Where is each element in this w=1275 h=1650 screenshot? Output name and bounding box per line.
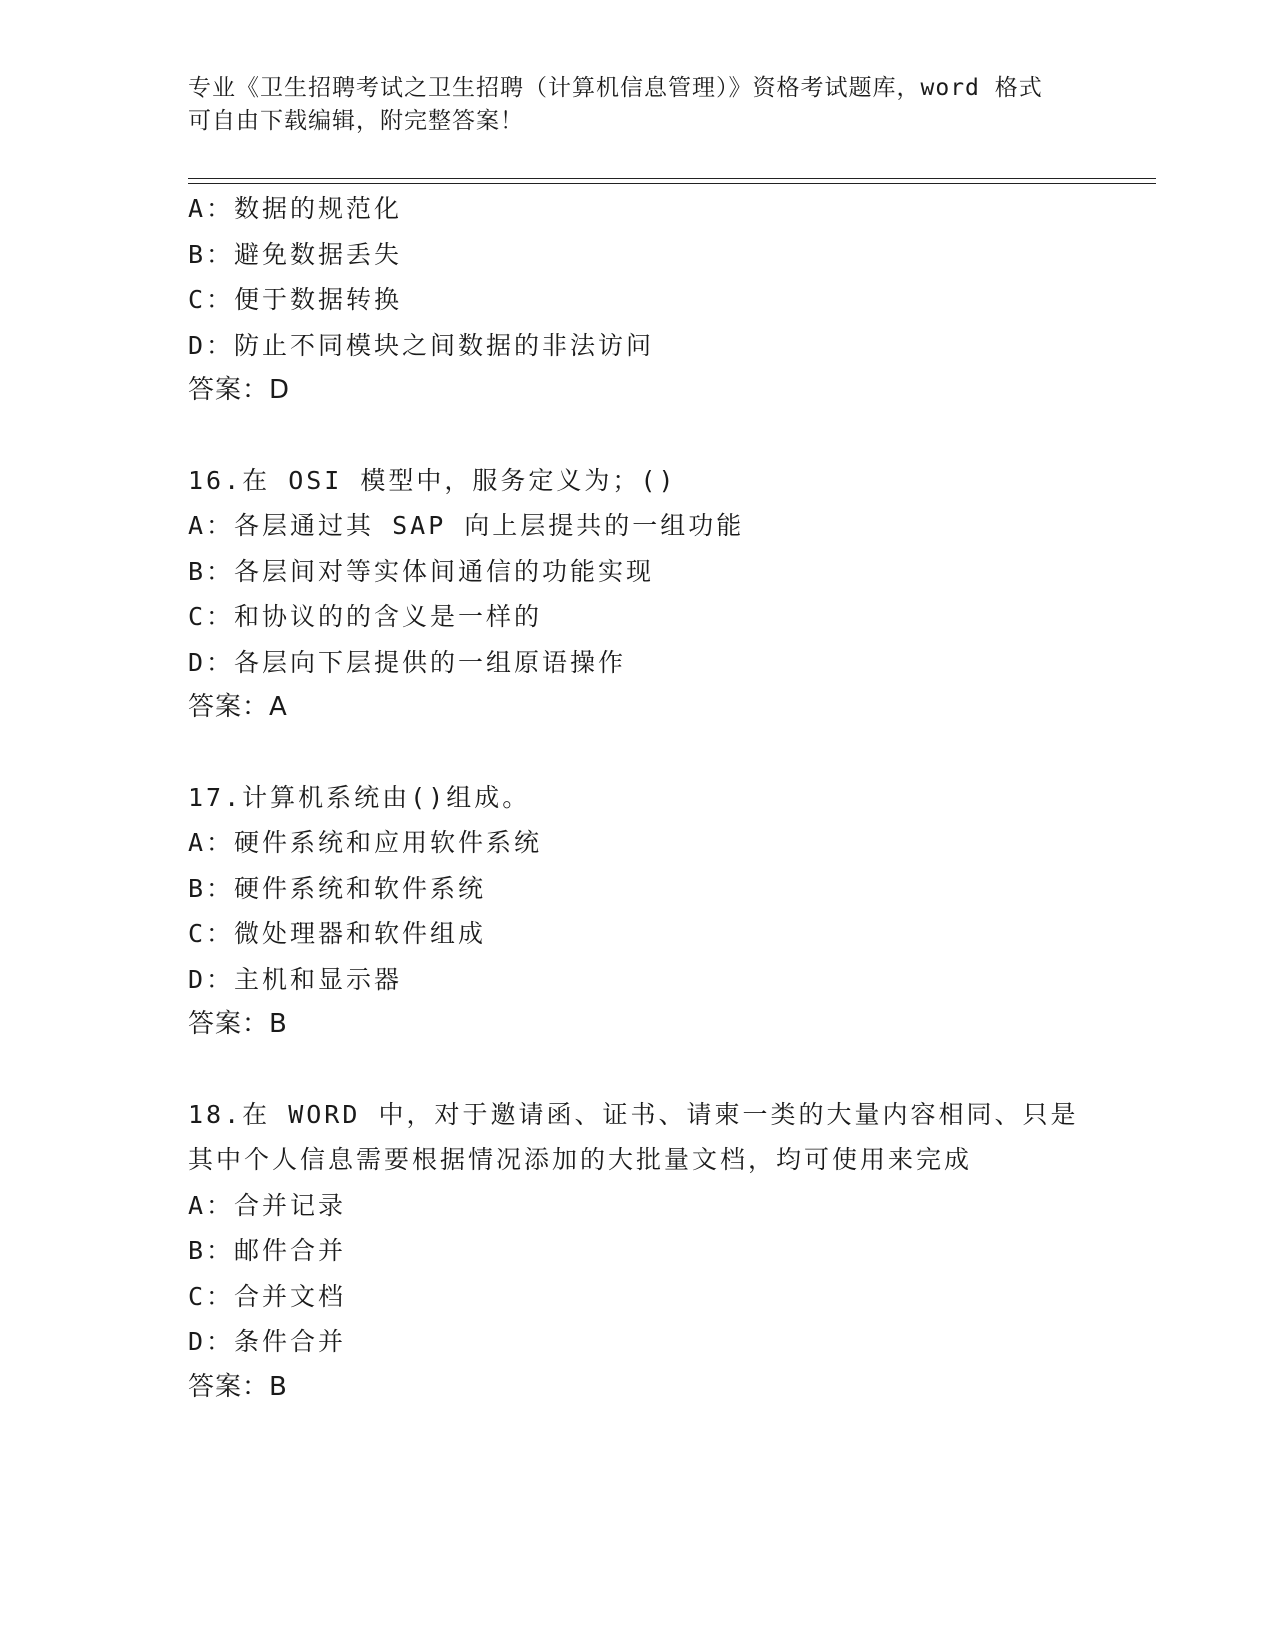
option-d: D：防止不同模块之间数据的非法访问 <box>188 330 655 360</box>
question-18 <box>188 1092 1148 1411</box>
answer: 答案：A <box>188 692 288 722</box>
header-divider-bottom <box>188 183 1156 184</box>
document-header <box>188 72 1088 138</box>
option-c: C：和协议的的含义是一样的 <box>188 602 543 631</box>
question-16 <box>188 458 1148 731</box>
option-b: B：邮件合并 <box>188 1236 347 1265</box>
question-stem-line-1: 18.在 WORD 中，对于邀请函、证书、请柬一类的大量内容相同、只是 <box>188 1099 1079 1129</box>
option-c: C：便于数据转换 <box>188 285 403 314</box>
option-c: C：合并文档 <box>188 1281 347 1311</box>
question-stem: 17.计算机系统由()组成。 <box>188 782 531 812</box>
question-17 <box>188 775 1148 1048</box>
question-15-continued <box>188 186 1148 414</box>
question-stem-line-2: 其中个人信息需要根据情况添加的大批量文档，均可使用来完成 <box>188 1145 973 1174</box>
spacer <box>188 731 1148 775</box>
question-list <box>188 186 1148 1410</box>
option-a: A：数据的规范化 <box>188 194 403 223</box>
option-d: D：条件合并 <box>188 1327 347 1356</box>
answer: 答案：D <box>188 375 291 405</box>
option-b: B：避免数据丢失 <box>188 239 403 269</box>
answer: 答案：B <box>188 1009 288 1039</box>
option-b: B：各层间对等实体间通信的功能实现 <box>188 556 655 586</box>
option-c: C：微处理器和软件组成 <box>188 919 487 948</box>
option-b: B：硬件系统和软件系统 <box>188 873 487 903</box>
option-a: A：硬件系统和应用软件系统 <box>188 828 543 857</box>
option-d: D：各层向下层提供的一组原语操作 <box>188 647 627 677</box>
option-a: A：合并记录 <box>188 1190 347 1220</box>
spacer <box>188 414 1148 458</box>
answer: 答案：B <box>188 1371 288 1402</box>
option-a: A：各层通过其 SAP 向上层提共的一组功能 <box>188 511 745 540</box>
header-line-2: 可自由下载编辑，附完整答案！ <box>188 108 524 134</box>
question-stem: 16.在 OSI 模型中，服务定义为；() <box>188 465 677 495</box>
option-d: D：主机和显示器 <box>188 964 403 994</box>
spacer <box>188 1048 1148 1092</box>
header-line-1: 专业《卫生招聘考试之卫生招聘（计算机信息管理）》资格考试题库，word 格式 <box>188 75 1043 101</box>
header-divider-top <box>188 178 1156 179</box>
